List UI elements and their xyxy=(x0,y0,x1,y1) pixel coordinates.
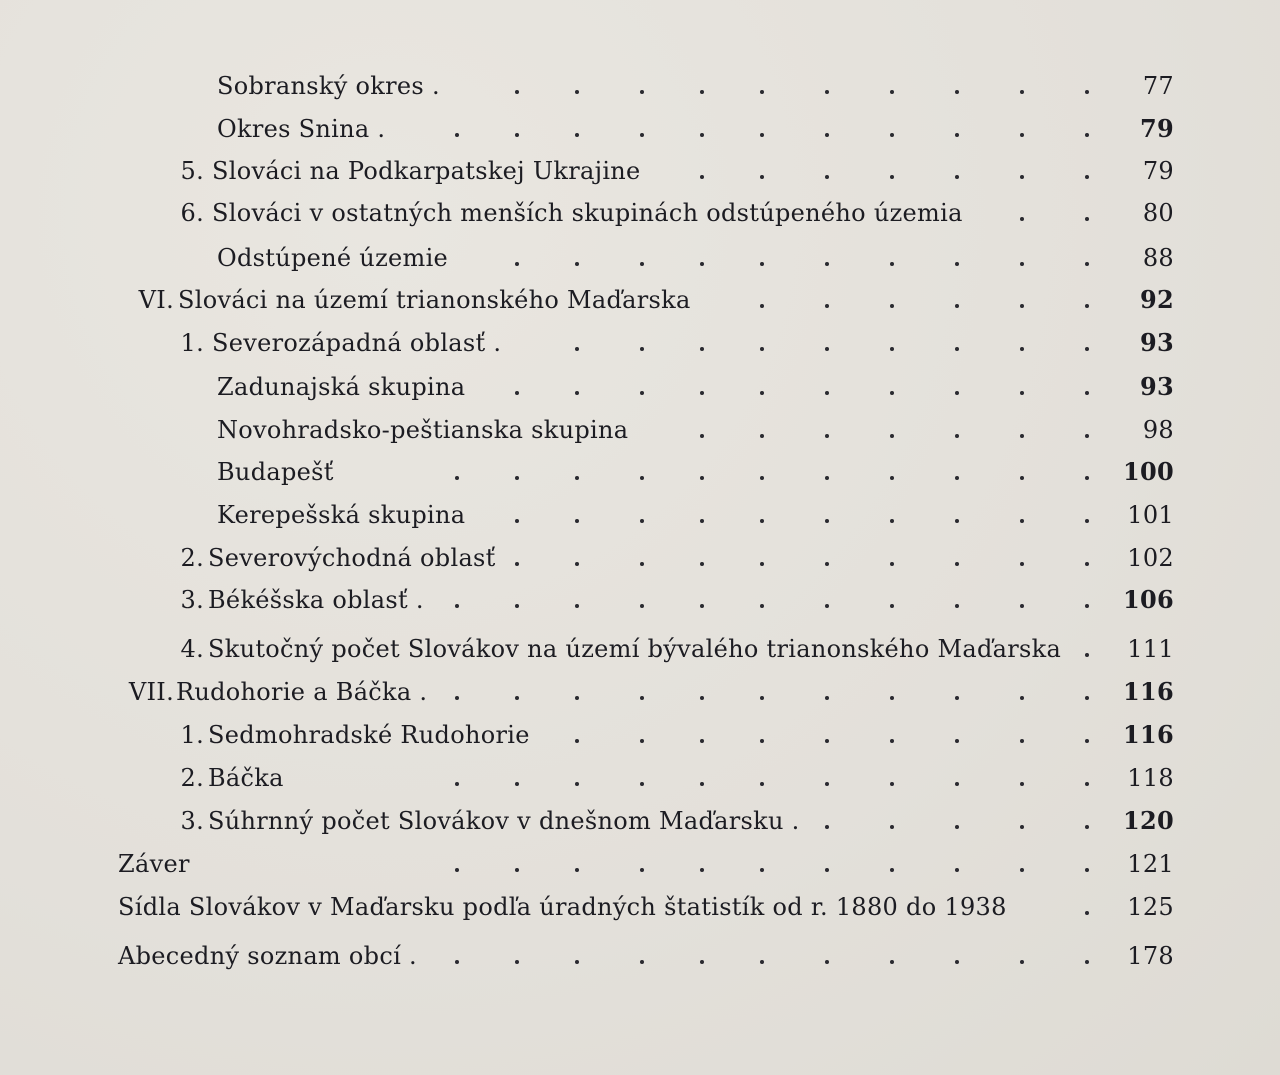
leader-dot xyxy=(890,782,894,786)
leader-dot xyxy=(575,562,579,566)
leader-dot xyxy=(1020,604,1024,608)
leader-dot xyxy=(825,868,829,872)
leader-dot xyxy=(640,739,644,743)
leader-dot xyxy=(760,696,764,700)
leader-dot xyxy=(890,868,894,872)
leader-dot xyxy=(890,562,894,566)
leader-dot xyxy=(1085,175,1089,179)
page-number: 92 xyxy=(1140,285,1174,314)
leader-dot xyxy=(700,960,704,964)
leader-dot xyxy=(825,519,829,523)
leader-dot xyxy=(760,347,764,351)
leader-dot xyxy=(760,175,764,179)
toc-entry[interactable] xyxy=(0,936,1280,976)
leader-dot xyxy=(760,562,764,566)
leader-dot xyxy=(825,434,829,438)
leader-dot xyxy=(1085,519,1089,523)
entry-number: 1. xyxy=(180,721,204,749)
leader-dot xyxy=(890,347,894,351)
entry-title: Budapešť xyxy=(217,458,334,486)
leader-dot xyxy=(700,175,704,179)
leader-dot xyxy=(640,133,644,137)
entry-title: Slováci na území trianonského Maďarska xyxy=(178,286,691,314)
leader-dot xyxy=(1085,696,1089,700)
entry-title: Záver xyxy=(118,850,190,878)
page-number: 178 xyxy=(1127,942,1174,970)
leader-dot xyxy=(825,604,829,608)
leader-dot xyxy=(760,476,764,480)
leader-dot xyxy=(515,960,519,964)
leader-dot xyxy=(455,696,459,700)
leader-dot xyxy=(825,960,829,964)
leader-dot xyxy=(640,562,644,566)
entry-title: Skutočný počet Slovákov na území bývalého trianonského Maďarska xyxy=(208,635,1062,663)
leader-dot xyxy=(1020,90,1024,94)
leader-dot xyxy=(1085,391,1089,395)
toc-entry[interactable] xyxy=(0,629,1280,669)
leader-dot xyxy=(955,868,959,872)
leader-dot xyxy=(640,868,644,872)
leader-dot xyxy=(1020,739,1024,743)
toc-entry[interactable] xyxy=(0,323,1280,363)
leader-dot xyxy=(1085,911,1089,915)
entry-title: Severovýchodná oblasť xyxy=(208,544,496,572)
leader-dot xyxy=(1020,476,1024,480)
leader-dot xyxy=(1085,347,1089,351)
leader-dot xyxy=(890,519,894,523)
leader-dot xyxy=(1085,304,1089,308)
leader-dot xyxy=(825,562,829,566)
leader-dot xyxy=(955,90,959,94)
leader-dot xyxy=(825,739,829,743)
leader-dot xyxy=(1020,825,1024,829)
entry-title: Sedmohradské Rudohorie xyxy=(208,721,530,749)
page-number: 77 xyxy=(1142,72,1174,100)
page-number: 116 xyxy=(1123,677,1174,706)
leader-dot xyxy=(640,696,644,700)
leader-dot xyxy=(700,696,704,700)
page-number: 93 xyxy=(1140,328,1174,357)
leader-dot xyxy=(515,782,519,786)
leader-dot xyxy=(700,476,704,480)
entry-title: Slováci v ostatných menších skupinách odstúpeného územia xyxy=(212,199,963,227)
page-number: 80 xyxy=(1142,199,1174,227)
leader-dot xyxy=(455,782,459,786)
leader-dot xyxy=(1085,434,1089,438)
page-number: 93 xyxy=(1140,372,1174,401)
leader-dot xyxy=(955,562,959,566)
leader-dot xyxy=(825,825,829,829)
leader-dot xyxy=(515,133,519,137)
leader-dot xyxy=(825,476,829,480)
entry-number: 6. xyxy=(180,199,204,227)
entry-number: 2. xyxy=(180,764,204,792)
leader-dot xyxy=(955,262,959,266)
leader-dot xyxy=(760,960,764,964)
page-number: 88 xyxy=(1142,244,1174,272)
leader-dot xyxy=(640,90,644,94)
leader-dot xyxy=(1020,960,1024,964)
leader-dot xyxy=(515,476,519,480)
entry-number: 5. xyxy=(180,157,204,185)
leader-dot xyxy=(1020,217,1024,221)
leader-dot xyxy=(1020,347,1024,351)
leader-dot xyxy=(575,960,579,964)
leader-dot xyxy=(1085,476,1089,480)
entry-title: Zadunajská skupina xyxy=(217,373,466,401)
leader-dot xyxy=(825,782,829,786)
toc-entry[interactable] xyxy=(0,580,1280,620)
toc-entry[interactable] xyxy=(0,367,1280,407)
leader-dot xyxy=(1085,262,1089,266)
leader-dot xyxy=(825,175,829,179)
leader-dot xyxy=(515,562,519,566)
leader-dot xyxy=(890,434,894,438)
page-number: 125 xyxy=(1127,893,1174,921)
toc-entry[interactable] xyxy=(0,758,1280,798)
entry-title: Severozápadná oblasť . xyxy=(212,329,502,357)
leader-dot xyxy=(1085,739,1089,743)
leader-dot xyxy=(515,391,519,395)
entry-title: Békéšska oblasť . xyxy=(208,586,424,614)
leader-dot xyxy=(640,262,644,266)
toc-entry[interactable] xyxy=(0,715,1280,755)
entry-title: Báčka xyxy=(208,764,284,792)
leader-dot xyxy=(700,562,704,566)
entry-number: 4. xyxy=(180,635,204,663)
leader-dot xyxy=(760,304,764,308)
leader-dot xyxy=(1020,782,1024,786)
leader-dot xyxy=(515,868,519,872)
page-number: 100 xyxy=(1123,457,1174,486)
leader-dot xyxy=(515,262,519,266)
leader-dot xyxy=(955,434,959,438)
toc-entry[interactable] xyxy=(0,672,1280,712)
leader-dot xyxy=(1085,868,1089,872)
leader-dot xyxy=(515,604,519,608)
entry-title: Novohradsko-peštianska skupina xyxy=(217,416,629,444)
toc-entry[interactable] xyxy=(0,151,1280,191)
leader-dot xyxy=(700,519,704,523)
leader-dot xyxy=(1085,604,1089,608)
leader-dot xyxy=(955,175,959,179)
leader-dot xyxy=(640,604,644,608)
leader-dot xyxy=(1085,782,1089,786)
leader-dot xyxy=(760,133,764,137)
page-number: 79 xyxy=(1140,114,1174,143)
leader-dot xyxy=(575,90,579,94)
leader-dot xyxy=(575,519,579,523)
leader-dot xyxy=(575,604,579,608)
leader-dot xyxy=(760,739,764,743)
toc-entry[interactable] xyxy=(0,238,1280,278)
leader-dot xyxy=(700,347,704,351)
toc-entry[interactable] xyxy=(0,887,1280,927)
page-number: 101 xyxy=(1127,501,1174,529)
entry-title: Kerepešská skupina xyxy=(217,501,466,529)
leader-dot xyxy=(700,604,704,608)
toc-entry[interactable] xyxy=(0,109,1280,149)
leader-dot xyxy=(700,739,704,743)
leader-dot xyxy=(890,391,894,395)
leader-dot xyxy=(1020,175,1024,179)
toc-entry[interactable] xyxy=(0,193,1280,233)
leader-dot xyxy=(455,604,459,608)
leader-dot xyxy=(1020,391,1024,395)
leader-dot xyxy=(955,133,959,137)
leader-dot xyxy=(1020,562,1024,566)
page-number: 98 xyxy=(1142,416,1174,444)
leader-dot xyxy=(1085,90,1089,94)
leader-dot xyxy=(1020,304,1024,308)
leader-dot xyxy=(825,347,829,351)
leader-dot xyxy=(1020,434,1024,438)
leader-dot xyxy=(890,696,894,700)
entry-title: Sobranský okres . xyxy=(217,72,440,100)
leader-dot xyxy=(1085,825,1089,829)
leader-dot xyxy=(640,782,644,786)
leader-dot xyxy=(575,262,579,266)
toc-entry[interactable] xyxy=(0,844,1280,884)
leader-dot xyxy=(955,825,959,829)
leader-dot xyxy=(760,262,764,266)
toc-entry[interactable] xyxy=(0,801,1280,841)
entry-number: 1. xyxy=(180,329,204,357)
entry-title: Súhrnný počet Slovákov v dnešnom Maďarsku . xyxy=(208,807,800,835)
leader-dot xyxy=(700,133,704,137)
leader-dot xyxy=(760,434,764,438)
entry-title: Odstúpené územie xyxy=(217,244,449,272)
leader-dot xyxy=(955,304,959,308)
leader-dot xyxy=(955,960,959,964)
toc-entry[interactable] xyxy=(0,538,1280,578)
leader-dot xyxy=(825,696,829,700)
leader-dot xyxy=(455,133,459,137)
entry-number: VII. xyxy=(128,678,174,706)
page-number: 106 xyxy=(1123,585,1174,614)
leader-dot xyxy=(1085,653,1089,657)
leader-dot xyxy=(640,519,644,523)
leader-dot xyxy=(1020,696,1024,700)
leader-dot xyxy=(955,696,959,700)
leader-dot xyxy=(455,476,459,480)
leader-dot xyxy=(1085,960,1089,964)
page-number: 79 xyxy=(1142,157,1174,185)
leader-dot xyxy=(700,868,704,872)
leader-dot xyxy=(700,262,704,266)
leader-dot xyxy=(760,782,764,786)
leader-dot xyxy=(825,304,829,308)
leader-dot xyxy=(890,960,894,964)
leader-dot xyxy=(1085,217,1089,221)
leader-dot xyxy=(640,476,644,480)
leader-dot xyxy=(575,133,579,137)
leader-dot xyxy=(575,739,579,743)
entry-number: VI. xyxy=(138,286,174,314)
leader-dot xyxy=(700,434,704,438)
page-number: 118 xyxy=(1127,764,1174,792)
leader-dot xyxy=(890,133,894,137)
leader-dot xyxy=(760,868,764,872)
leader-dot xyxy=(575,476,579,480)
leader-dot xyxy=(1085,133,1089,137)
leader-dot xyxy=(515,696,519,700)
toc-entry[interactable] xyxy=(0,495,1280,535)
leader-dot xyxy=(640,347,644,351)
leader-dot xyxy=(955,476,959,480)
leader-dot xyxy=(575,347,579,351)
entry-number: 3. xyxy=(180,807,204,835)
entry-number: 3. xyxy=(180,586,204,614)
leader-dot xyxy=(955,347,959,351)
page-number: 121 xyxy=(1127,850,1174,878)
entry-number: 2. xyxy=(180,544,204,572)
leader-dot xyxy=(890,262,894,266)
leader-dot xyxy=(760,90,764,94)
entry-title: Abecedný soznam obcí . xyxy=(118,942,417,970)
leader-dot xyxy=(575,868,579,872)
leader-dot xyxy=(825,133,829,137)
leader-dot xyxy=(825,262,829,266)
leader-dot xyxy=(575,391,579,395)
leader-dot xyxy=(1020,262,1024,266)
leader-dot xyxy=(890,90,894,94)
leader-dot xyxy=(955,519,959,523)
toc-entry[interactable] xyxy=(0,280,1280,320)
leader-dot xyxy=(760,604,764,608)
leader-dot xyxy=(455,868,459,872)
leader-dot xyxy=(515,519,519,523)
leader-dot xyxy=(890,175,894,179)
leader-dot xyxy=(955,782,959,786)
leader-dot xyxy=(640,960,644,964)
leader-dot xyxy=(700,391,704,395)
leader-dot xyxy=(760,519,764,523)
leader-dot xyxy=(575,696,579,700)
leader-dot xyxy=(890,304,894,308)
leader-dot xyxy=(890,604,894,608)
leader-dot xyxy=(700,90,704,94)
leader-dot xyxy=(575,782,579,786)
leader-dot xyxy=(825,90,829,94)
page-number: 102 xyxy=(1127,544,1174,572)
toc-entry[interactable] xyxy=(0,66,1280,106)
page-number: 120 xyxy=(1123,806,1174,835)
toc-entry[interactable] xyxy=(0,410,1280,450)
leader-dot xyxy=(890,825,894,829)
page-number: 116 xyxy=(1123,720,1174,749)
leader-dot xyxy=(640,391,644,395)
page-number: 111 xyxy=(1127,635,1174,663)
toc-entry[interactable] xyxy=(0,452,1280,492)
leader-dot xyxy=(1085,562,1089,566)
leader-dot xyxy=(515,90,519,94)
entry-title: Rudohorie a Báčka . xyxy=(176,678,428,706)
leader-dot xyxy=(1020,133,1024,137)
entry-title: Slováci na Podkarpatskej Ukrajine xyxy=(212,157,641,185)
leader-dot xyxy=(455,960,459,964)
leader-dot xyxy=(890,476,894,480)
leader-dot xyxy=(760,391,764,395)
leader-dot xyxy=(1020,519,1024,523)
leader-dot xyxy=(700,782,704,786)
leader-dot xyxy=(890,739,894,743)
leader-dot xyxy=(825,391,829,395)
leader-dot xyxy=(955,739,959,743)
leader-dot xyxy=(1020,868,1024,872)
leader-dot xyxy=(955,391,959,395)
leader-dot xyxy=(955,604,959,608)
entry-title: Okres Snina . xyxy=(217,115,386,143)
entry-title: Sídla Slovákov v Maďarsku podľa úradných štatistík od r. 1880 do 1938 xyxy=(118,893,1007,921)
